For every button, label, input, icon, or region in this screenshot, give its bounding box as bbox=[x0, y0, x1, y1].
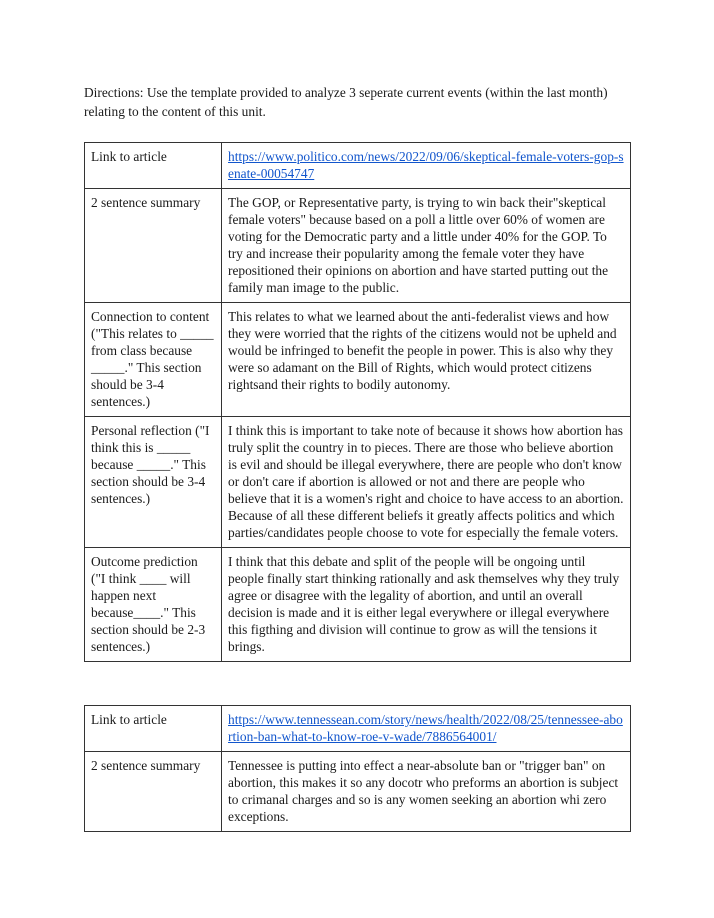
current-event-table-2 bbox=[84, 705, 631, 832]
table-row bbox=[85, 752, 631, 832]
table-row bbox=[85, 143, 631, 189]
row-value-connection: This relates to what we learned about the anti-federalist views and how they were worried that the rights of the citizens would not be upheld and would be infringed to benefit the people in power. This is also why they were so adamant on the Bill of Rights, which would protect citizens rightsand their rights to bodily autonomy. bbox=[222, 303, 631, 417]
directions-text: Directions: Use the template provided to analyze 3 seperate current events (within the last month) relating to the content of this unit. bbox=[84, 85, 608, 119]
row-label-prediction: Outcome prediction ("I think ____ will happen next because____." This section should be 2-3 sentences.) bbox=[85, 548, 222, 662]
row-label-summary: 2 sentence summary bbox=[85, 189, 222, 303]
table-row bbox=[85, 548, 631, 662]
article-link[interactable]: https://www.tennessean.com/story/news/health/2022/08/25/tennessee-abortion-ban-what-to-know-roe-v-wade/7886564001/ bbox=[228, 712, 623, 744]
row-label-reflection: Personal reflection ("I think this is _____ because _____." This section should be 3-4 sentences.) bbox=[85, 417, 222, 548]
row-value-reflection: I think this is important to take note of because it shows how abortion has truly split the country in to pieces. There are those who believe abortion is evil and should be illegal everywhere, there are people who don't know or don't care if abortion is allowed or not and there are people who believe that it is a women's right and choice to have access to an abortion. Because of all these different beliefs it greatly affects politics and which parties/candidates people choose to vote for especially the female voters. bbox=[222, 417, 631, 548]
row-label-link: Link to article bbox=[85, 706, 222, 752]
row-value-summary: Tennessee is putting into effect a near-absolute ban or "trigger ban" on abortion, this makes it so any docotr who preforms an abortion is subject to crimanal charges and so is any women seeking an abortion whi zero exceptions. bbox=[222, 752, 631, 832]
row-label-connection: Connection to content ("This relates to _____ from class because _____." This section should be 3-4 sentences.) bbox=[85, 303, 222, 417]
article-link[interactable]: https://www.politico.com/news/2022/09/06/skeptical-female-voters-gop-senate-00054747 bbox=[228, 149, 624, 181]
row-value-link bbox=[222, 706, 631, 752]
row-value-link bbox=[222, 143, 631, 189]
table-row bbox=[85, 417, 631, 548]
table-row bbox=[85, 303, 631, 417]
current-event-table-1 bbox=[84, 142, 631, 662]
row-value-prediction: I think that this debate and split of the people will be ongoing until people finally start thinking rationally and ask themselves why they truly agree or disagree with the legality of abortion, and until an overall decision is made and it is either legal everywhere or illegal everywhere this figthing and division will continue to grow as will the tensions it brings. bbox=[222, 548, 631, 662]
table-row bbox=[85, 706, 631, 752]
row-value-summary: The GOP, or Representative party, is trying to win back their"skeptical female voters" because based on a poll a little over 60% of women are voting for the Democratic party and a little under 40% for the GOP. To try and increase their popularity among the female voter they have repositioned their opinions on abortion and have started putting out the family man image to the public. bbox=[222, 189, 631, 303]
row-label-summary: 2 sentence summary bbox=[85, 752, 222, 832]
table-row bbox=[85, 189, 631, 303]
row-label-link: Link to article bbox=[85, 143, 222, 189]
